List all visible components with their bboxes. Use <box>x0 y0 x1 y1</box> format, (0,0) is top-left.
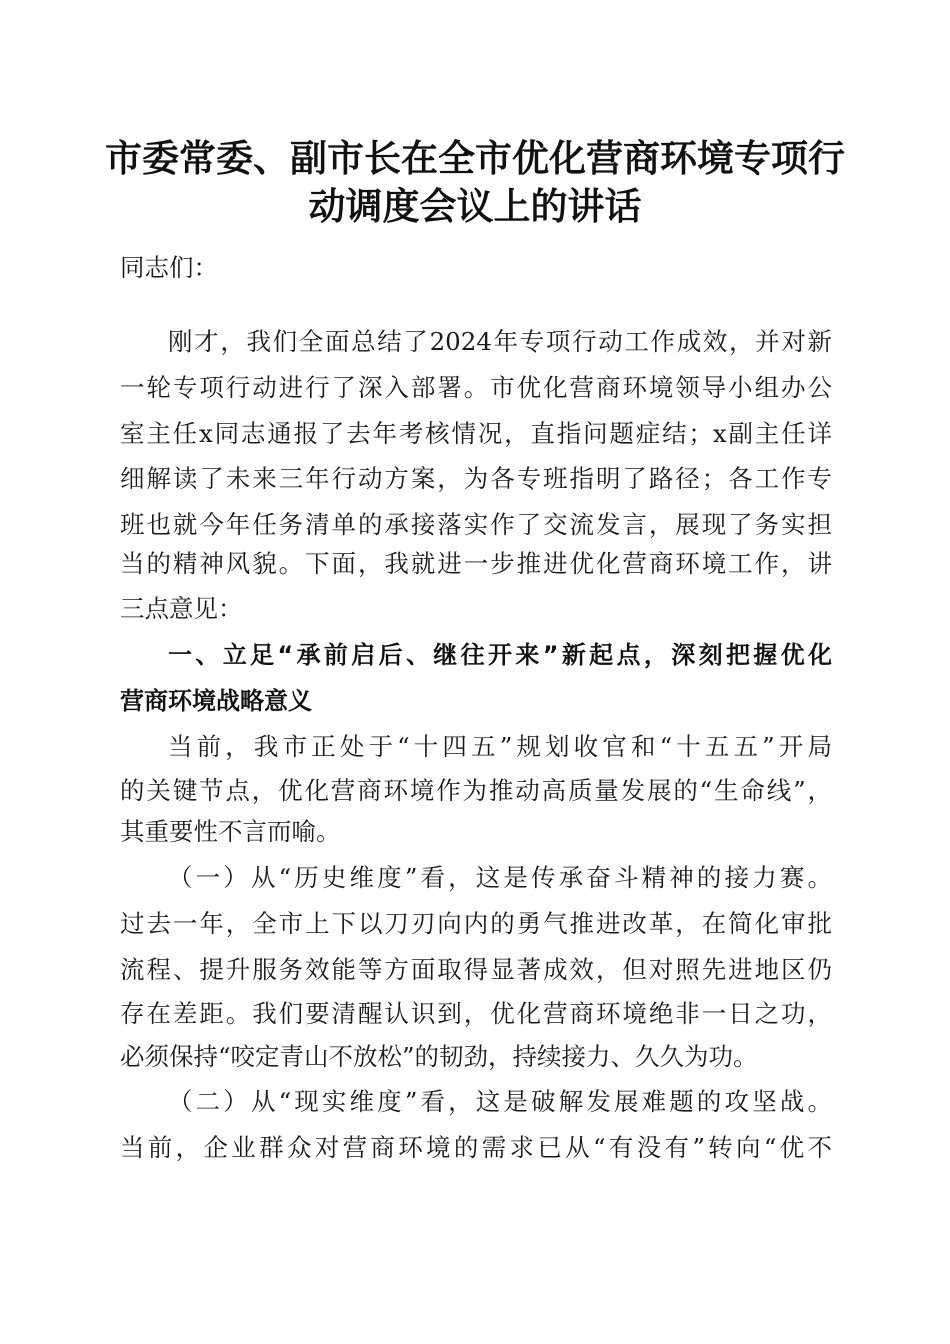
paragraph-line: 必须保持“咬定青山不放松”的韧劲，持续接力、久久为功。 <box>120 1042 758 1071</box>
document-title-line-1: 市委常委、副市长在全市优化营商环境专项行 <box>105 136 845 180</box>
paragraph-line: 存在差距。我们要清醒认识到，优化营商环境绝非一日之功， <box>120 999 832 1028</box>
paragraph-line: 过去一年，全市上下以刀刃向内的勇气推进改革，在简化审批 <box>120 909 832 938</box>
paragraph-line: （二）从“现实维度”看，这是破解发展难题的攻坚战。 <box>168 1087 832 1116</box>
section-heading-line: 营商环境战略意义 <box>120 687 312 715</box>
paragraph-line: 的关键节点，优化营商环境作为推动高质量发展的“生命线”， <box>120 776 832 805</box>
paragraph-line: 三点意见： <box>120 594 243 623</box>
paragraph-line: 当前，企业群众对营商环境的需求已从“有没有”转向“优不 <box>120 1133 832 1162</box>
paragraph-line: 室主任x同志通报了去年考核情况，直指问题症结；x副主任详 <box>120 419 832 448</box>
paragraph-line: （一）从“历史维度”看，这是传承奋斗精神的接力赛。 <box>168 863 832 892</box>
document-title-line-2: 动调度会议上的讲话 <box>308 184 642 228</box>
paragraph-line: 班也就今年任务清单的承接落实作了交流发言，展现了务实担 <box>120 510 832 539</box>
section-heading-line: 一、立足“承前启后、继往开来”新起点，深刻把握优化 <box>168 641 832 669</box>
salutation: 同志们： <box>120 253 218 282</box>
paragraph-line: 流程、提升服务效能等方面取得显著成效，但对照先进地区仍 <box>120 955 832 984</box>
paragraph-line: 刚才，我们全面总结了2024年专项行动工作成效，并对新 <box>168 327 832 356</box>
paragraph-line: 当前，我市正处于“十四五”规划收官和“十五五”开局 <box>168 732 832 761</box>
paragraph-line: 细解读了未来三年行动方案，为各专班指明了路径；各工作专 <box>120 464 832 493</box>
paragraph-line: 当的精神风貌。下面，我就进一步推进优化营商环境工作，讲 <box>120 549 832 578</box>
paragraph-line: 其重要性不言而喻。 <box>120 817 341 846</box>
paragraph-line: 一轮专项行动进行了深入部署。市优化营商环境领导小组办公 <box>120 373 832 402</box>
